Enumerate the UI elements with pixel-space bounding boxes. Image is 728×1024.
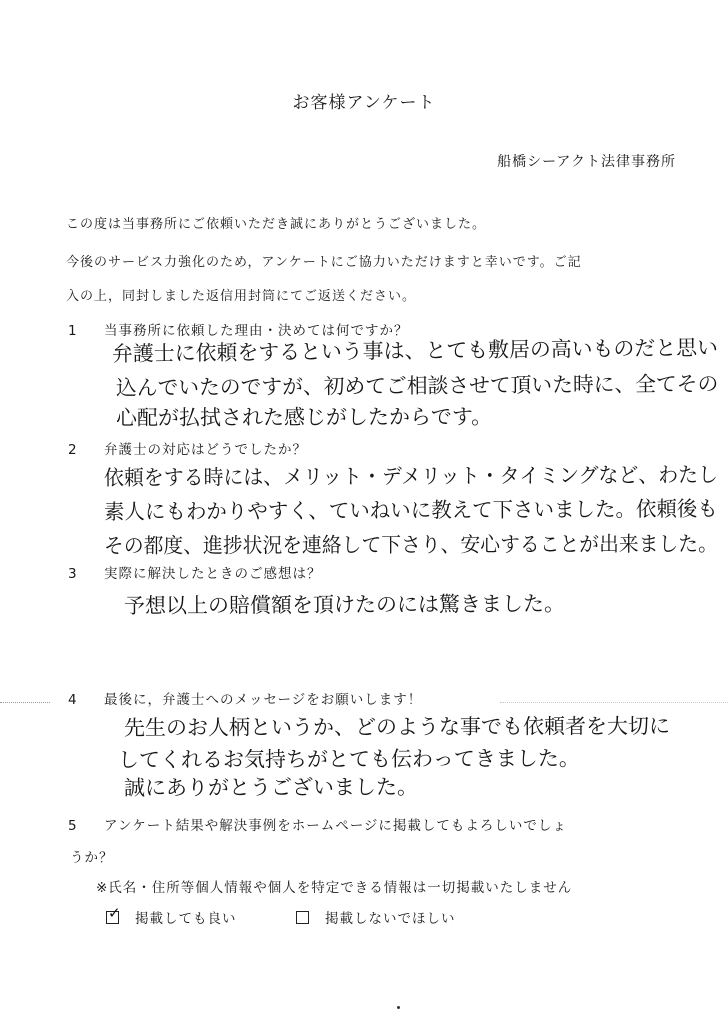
question-number: 5 [68,818,78,834]
consent-option-publish[interactable] [106,903,237,927]
question-number: 2 [68,442,78,458]
handwritten-answer-line: 依頼をする時には、メリット・デメリット・タイミングなど、わたし [103,462,719,490]
checkbox[interactable] [296,911,309,924]
question-number: 1 [68,323,78,339]
consent-option-decline[interactable] [296,907,456,927]
question-2 [68,438,307,458]
question-text: 弁護士の対応はどうでしたか？ [104,442,307,458]
option-label: 掲載しないでほしい [325,911,456,927]
handwritten-answer-line: 予想以上の賠償額を頂けたのには驚きました。 [123,591,566,618]
privacy-note: ※氏名・住所等個人情報や個人を特定できる情報は一切掲載いたしません [96,880,573,896]
handwritten-answer-line: してくれるお気持ちがとても伝わってきました。 [117,746,580,772]
intro-line-1: この度は当事務所にご依頼いただき誠にありがとうございました。 [66,217,487,232]
handwritten-answer-line: 先生のお人柄というか、どのような事でも依頼者を大切に [123,714,671,740]
intro-line-3: 入の上，同封しました返信用封筒にてご返送ください。 [66,289,417,304]
question-5-continued: うか？ [70,850,114,866]
question-4 [68,688,422,708]
question-text: 最後に，弁護士へのメッセージをお願いします！ [104,692,423,708]
handwritten-answer-line: 込んでいたのですが、初めてご相談させて頂いた時に、全てその [115,371,719,400]
scan-mark [0,702,50,703]
page-title: お客様アンケート [292,93,436,113]
check-mark-icon: ✓ [108,903,122,922]
handwritten-answer-line: 誠にありがとうございました。 [123,774,419,800]
question-text: 実際に解決したときのご感想は？ [104,566,322,582]
handwritten-answer-line: 心配が払拭された感じがしたからです。 [115,404,493,430]
handwritten-answer-line: その都度、進捗状況を連絡して下さり、安心することが出来ました。 [103,531,718,558]
firm-name: 船橋シーアクト法律事務所 [497,154,676,170]
question-number: 4 [68,692,78,708]
scan-dot [397,1006,400,1009]
question-number: 3 [68,566,78,582]
handwritten-answer-line: 弁護士に依頼をするという事は、とても敷居の高いものだと思い [111,335,719,366]
option-label: 掲載しても良い [135,911,237,927]
question-text: 当事務所に依頼した理由・決めては何ですか？ [104,323,409,339]
question-text: アンケート結果や解決事例をホームページに掲載してもよろしいでしょ [104,818,567,834]
checkbox[interactable] [106,903,122,924]
handwritten-answer-line: 素人にもわかりやすく、ていねいに教えて下さいました。依頼後も [103,496,718,524]
intro-line-2: 今後のサービス力強化のため，アンケートにご協力いただけますと幸いです。ご記 [66,255,582,270]
question-5 [68,814,567,834]
scan-mark [500,702,728,703]
question-3 [68,562,322,582]
